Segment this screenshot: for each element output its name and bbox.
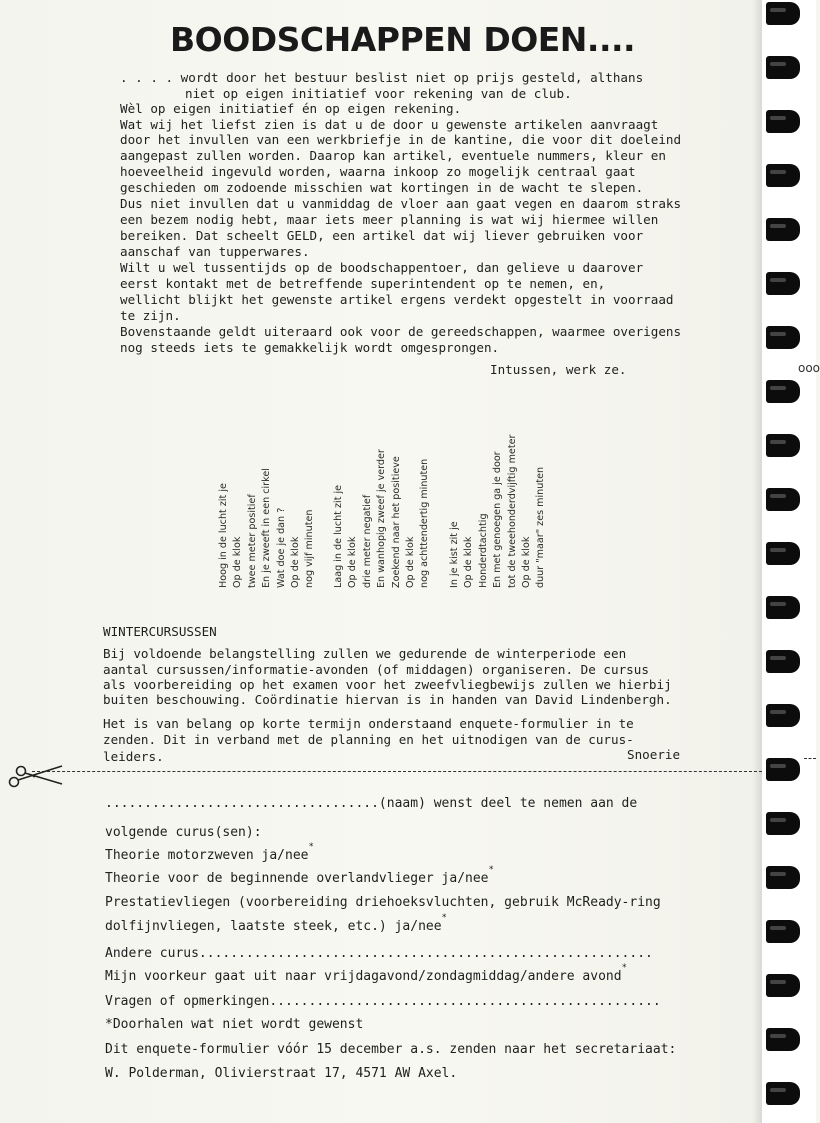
binding-ring — [766, 110, 800, 133]
poem-line: drie meter negatief — [361, 494, 373, 588]
poem-line: Op de klok — [347, 536, 359, 588]
poem-line: Op de klok — [232, 536, 244, 588]
poem-line: Zoekend naar het positieve — [390, 456, 402, 588]
intro-line: . . . . wordt door het bestuur beslist niet op prijs gesteld, althans — [120, 70, 644, 85]
intro-line: Wèl op eigen initiatief én op eigen rekening. — [120, 101, 462, 116]
cut-line — [32, 771, 762, 772]
form-other-course[interactable]: Andere curus.......................................................... — [105, 946, 653, 961]
poem-line: Laag in de lucht zit je — [333, 484, 344, 588]
poem-line: In je kist zit je — [449, 521, 460, 588]
spiral-binding — [766, 0, 804, 1123]
poem-line: Op de klok — [463, 536, 475, 588]
poem-line: Op de klok — [404, 536, 416, 588]
binding-ring — [766, 758, 800, 781]
binding-ring — [766, 1028, 800, 1051]
address: W. Polderman, Olivierstraat 17, 4571 AW Axel. — [105, 1066, 458, 1081]
footnote-star: * — [308, 842, 314, 852]
winter-line: zenden. Dit in verband met de planning en het uitnodigen van de curus- — [103, 732, 634, 747]
binding-ring — [766, 1082, 800, 1105]
binding-ring — [766, 866, 800, 889]
poem-line: twee meter positief — [246, 494, 258, 588]
winter-line: buiten beschouwing. Coördinatie hiervan is in handen van David Lindenbergh. — [103, 692, 672, 707]
intro-line: Wat wij het liefst zien is dat u de door u gewenste artikelen aanvraagt — [120, 117, 659, 132]
poem-stanza-2 — [333, 449, 434, 588]
poem-line: Hoog in de lucht zit je — [218, 483, 229, 588]
binding-ring — [766, 2, 800, 25]
intro-line: Bovenstaande geldt uiteraard ook voor de gereedschappen, waarmee overigens — [120, 324, 682, 339]
footnote-star: * — [488, 865, 494, 875]
footnote-star: * — [621, 963, 627, 973]
intro-line: nog steeds iets te gemakkelijk wordt omgesprongen. — [120, 340, 500, 355]
poem-stanza-3 — [449, 435, 550, 588]
binding-ring — [766, 920, 800, 943]
scissors-icon — [6, 763, 64, 789]
form-item-label: Theorie motorzweven ja/nee — [105, 848, 309, 863]
binding-ring — [766, 272, 800, 295]
send-instruction: Dit enquete-formulier vóór 15 december a.s. zenden naar het secretariaat: — [105, 1042, 677, 1057]
page-shadow — [752, 0, 762, 1123]
poem-line: En je zweeft in een cirkel — [261, 468, 273, 588]
binding-ring — [766, 596, 800, 619]
poem-line: En met genoegen ga je door — [492, 451, 504, 588]
binding-ring — [766, 650, 800, 673]
cut-line-continuation — [804, 758, 816, 759]
intro-line: bereiken. Dat scheelt GELD, een artikel dat wij liever gebruiken voor — [120, 228, 644, 243]
footnote-star: * — [441, 913, 447, 923]
binding-ring — [766, 974, 800, 997]
poem-line: Op de klok — [289, 536, 301, 588]
binding-ring — [766, 812, 800, 835]
binding-ring — [766, 326, 800, 349]
signature: Snoerie — [627, 747, 681, 762]
poem-line: Op de klok — [520, 536, 532, 588]
intro-line: eerst kontakt met de betreffende superintendent op te nemen, en, — [120, 276, 606, 291]
form-courses-intro: volgende curus(sen): — [105, 825, 262, 840]
form-item-label: Theorie voor de beginnende overlandvlieger ja/nee — [105, 871, 489, 886]
form-item-overland[interactable] — [105, 865, 494, 886]
winter-line: Het is van belang op korte termijn onderstaand enquete-formulier in te — [103, 716, 634, 731]
intro-line: door het invullen van een werkbriefje in de kantine, die voor dit doeleind — [120, 132, 682, 147]
form-item-motorzweven[interactable] — [105, 842, 314, 863]
intro-line: wellicht blijkt het gewenste artikel ergens verdekt opgestelt in voorraad — [120, 292, 674, 307]
poem-line: tot de tweehonderdvijftig meter — [506, 434, 518, 588]
binding-ring — [766, 704, 800, 727]
winter-heading: WINTERCURSUSSEN — [103, 624, 217, 639]
winter-line: Bij voldoende belangstelling zullen we gedurende de winterperiode een — [103, 646, 627, 661]
binding-ring — [766, 56, 800, 79]
poem-line: Wat doe je dan ? — [275, 507, 287, 588]
binding-ring — [766, 488, 800, 511]
intro-line: te zijn. — [120, 308, 181, 323]
poem-stanza-1 — [218, 468, 319, 588]
form-preference[interactable] — [105, 963, 627, 984]
closing-line: Intussen, werk ze. — [490, 362, 627, 377]
binding-ring — [766, 380, 800, 403]
form-item-label: dolfijnvliegen, laatste steek, etc.) ja/nee — [105, 919, 442, 934]
binding-ring — [766, 542, 800, 565]
page-title: BOODSCHAPPEN DOEN.... — [170, 20, 636, 59]
intro-line: geschieden om zodoende misschien wat kortingen in de wacht te slepen. — [120, 180, 644, 195]
winter-line: leiders. — [103, 749, 164, 764]
form-item-prestatie-cont[interactable] — [105, 913, 447, 934]
form-questions[interactable]: Vragen of opmerkingen.................................................. — [105, 994, 661, 1009]
next-page-edge-text: ooo — [798, 361, 820, 375]
intro-line: aanschaf van tupperwares. — [120, 244, 310, 259]
poem-line: nog achttendertig minuten — [419, 458, 431, 588]
winter-line: aantal cursussen/informatie-avonden (of middagen) organiseren. De cursus — [103, 662, 649, 677]
poem-line: En wanhopig zweef je verder — [376, 449, 388, 588]
intro-line: aangepast zullen worden. Daarop kan artikel, eventuele nummers, kleur en — [120, 148, 666, 163]
intro-line: Wilt u wel tussentijds op de boodschappentoer, dan gelieve u daarover — [120, 260, 644, 275]
intro-line: hoeveelheid ingevuld worden, waarna inkoop zo mogelijk centraal gaat — [120, 164, 636, 179]
binding-ring — [766, 434, 800, 457]
poem-line: Honderdtachtig — [477, 513, 489, 588]
form-item-prestatie[interactable]: Prestatievliegen (voorbereiding driehoeksvluchten, gebruik McReady-ring — [105, 895, 661, 910]
binding-ring — [766, 164, 800, 187]
winter-line: als voorbereiding op het examen voor het zweefvliegbewijs zullen we hierbij — [103, 677, 672, 692]
form-item-label: Mijn voorkeur gaat uit naar vrijdagavond/zondagmiddag/andere avond — [105, 969, 622, 984]
intro-line: niet op eigen initiatief voor rekening van de club. — [185, 86, 572, 101]
intro-line: Dus niet invullen dat u vanmiddag de vloer aan gaat vegen en daarom straks — [120, 196, 682, 211]
intro-line: een bezem nodig hebt, maar iets meer planning is wat wij hiermee willen — [120, 212, 659, 227]
poem-line: nog vijf minuten — [304, 509, 316, 588]
poem-line: duur "maar" zes minuten — [535, 466, 547, 588]
footnote: *Doorhalen wat niet wordt gewenst — [105, 1017, 364, 1032]
binding-ring — [766, 218, 800, 241]
form-name-line[interactable]: ...................................(naam) wenst deel te nemen aan de — [105, 796, 638, 811]
